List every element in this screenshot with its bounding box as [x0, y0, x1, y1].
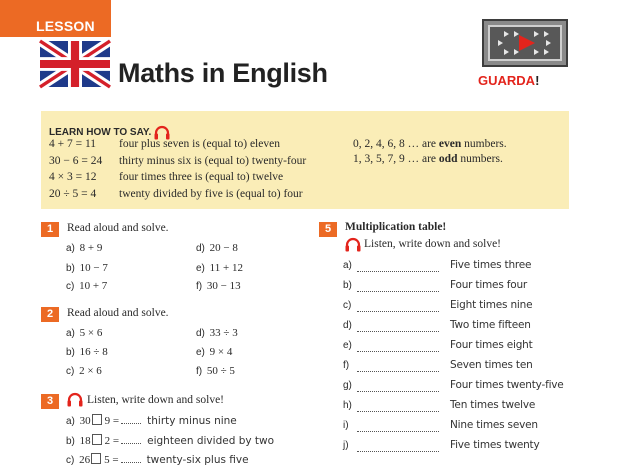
lesson-label: LESSON: [36, 18, 95, 34]
item-expression: 30 − 13: [206, 280, 241, 292]
item-label: a): [66, 416, 75, 427]
even-word: even: [438, 138, 462, 150]
video-label[interactable]: [478, 73, 539, 88]
exercise-item: [66, 327, 102, 339]
answer-blank[interactable]: [357, 411, 439, 412]
answer-blank[interactable]: [357, 451, 439, 452]
mt-item-text: Nine times seven: [450, 419, 538, 431]
answer-blank[interactable]: [357, 331, 439, 332]
exercise-number-badge: 3: [41, 394, 59, 409]
item-expression: 20 − 8: [209, 242, 238, 254]
item-expression: 10 − 7: [79, 262, 108, 274]
item-expression: 33 ÷ 3: [209, 327, 238, 339]
mt-item-label: i): [343, 420, 349, 431]
lesson-tab: [0, 0, 111, 37]
odd-prefix: 1, 3, 5, 7, 9 … are: [353, 153, 437, 165]
play-icon: [490, 27, 560, 59]
learn-phrase: thirty minus six is (equal to) twenty-four: [119, 155, 307, 167]
exercise-item: [66, 434, 274, 447]
odd-suffix: numbers.: [460, 153, 503, 165]
item-expression: 2 × 6: [79, 365, 102, 377]
learn-how-to-say-box: [41, 111, 569, 209]
item-label: e): [196, 263, 205, 274]
learn-phrase: twenty divided by five is (equal to) four: [119, 188, 303, 200]
operator-box[interactable]: [92, 434, 102, 445]
exercise-item: [196, 242, 238, 254]
item-number: 18: [79, 435, 91, 447]
exercise-number-badge: 5: [319, 222, 337, 237]
item-number: 26: [79, 454, 91, 466]
exercise-item: [66, 365, 102, 377]
operator-box[interactable]: [91, 453, 101, 464]
item-number: 30: [79, 415, 91, 427]
exercise-item: [66, 414, 237, 427]
item-label: a): [66, 243, 75, 254]
item-handwriting: eighteen divided by two: [147, 435, 275, 447]
item-label: c): [66, 366, 75, 377]
mt-item-text: Two time fifteen: [450, 319, 531, 331]
mt-item-text: Five times twenty: [450, 439, 540, 451]
answer-blank[interactable]: [357, 291, 439, 292]
exercise-item: [196, 280, 241, 292]
mt-item-label: c): [343, 300, 352, 311]
video-label-bang: !: [535, 73, 540, 88]
mt-item-label: h): [343, 400, 352, 411]
item-label: c): [66, 455, 75, 466]
item-rhs: 5 =: [104, 454, 119, 466]
mt-item-text: Five times three: [450, 259, 532, 271]
item-label: d): [196, 243, 205, 254]
even-suffix: numbers.: [464, 138, 507, 150]
item-label: f): [196, 366, 203, 377]
mt-item-text: Seven times ten: [450, 359, 533, 371]
item-expression: 16 ÷ 8: [79, 346, 108, 358]
exercise-item: [66, 242, 102, 254]
headphones-icon[interactable]: [345, 237, 361, 252]
mt-item-label: e): [343, 340, 352, 351]
learn-row: [49, 171, 283, 183]
video-label-text: GUARDA: [478, 73, 536, 88]
exercise-item: [196, 346, 232, 358]
item-expression: 5 × 6: [79, 327, 103, 339]
item-handwriting: thirty minus nine: [147, 415, 237, 427]
answer-blank[interactable]: [121, 462, 141, 463]
exercise-item: [66, 453, 249, 466]
exercise-number-badge: 2: [41, 307, 59, 322]
item-expression: 11 + 12: [209, 262, 243, 274]
learn-equation: 20 ÷ 5 = 4: [49, 188, 97, 200]
item-expression: 9 × 4: [209, 346, 233, 358]
page-title: Maths in English: [118, 58, 328, 88]
mt-item-text: Eight times nine: [450, 299, 533, 311]
exercise-item: [66, 262, 108, 274]
answer-blank[interactable]: [357, 431, 439, 432]
learn-equation: 4 + 7 = 11: [49, 138, 97, 150]
learn-phrase: four times three is (equal to) twelve: [119, 171, 284, 183]
exercise-item: [196, 327, 238, 339]
mt-item-label: a): [343, 260, 352, 271]
learn-row: [49, 138, 280, 150]
even-prefix: 0, 2, 4, 6, 8 … are: [353, 138, 437, 150]
exercise-item: [66, 280, 107, 292]
item-label: a): [66, 328, 75, 339]
item-label: c): [66, 281, 75, 292]
headphones-icon[interactable]: [67, 392, 83, 407]
exercise-instruction: Read aloud and solve.: [67, 222, 169, 234]
item-label: b): [66, 347, 75, 358]
even-numbers-line: [353, 138, 507, 150]
exercise-number-badge: 1: [41, 222, 59, 237]
mt-item-text: Four times twenty-five: [450, 379, 564, 391]
item-rhs: 2 =: [104, 435, 120, 447]
item-rhs: 9 =: [104, 415, 120, 427]
mt-item-text: Four times eight: [450, 339, 533, 351]
item-label: b): [66, 263, 75, 274]
answer-blank[interactable]: [357, 391, 439, 392]
mt-item-label: d): [343, 320, 352, 331]
exercise-title: Multiplication table!: [345, 221, 447, 233]
exercise-instruction: Listen, write down and solve!: [87, 394, 225, 406]
video-button[interactable]: [482, 19, 568, 67]
answer-blank[interactable]: [357, 271, 439, 272]
operator-box[interactable]: [92, 414, 102, 425]
mt-item-label: f): [343, 360, 350, 371]
video-thumbnail: [488, 25, 562, 61]
answer-blank[interactable]: [357, 371, 439, 372]
item-expression: 50 ÷ 5: [206, 365, 235, 377]
answer-blank[interactable]: [357, 311, 439, 312]
mt-item-text: Four times four: [450, 279, 528, 291]
mt-item-label: j): [343, 440, 349, 451]
item-label: d): [196, 328, 205, 339]
exercise-instruction: Read aloud and solve.: [67, 307, 169, 319]
learn-row: [49, 155, 306, 167]
exercise-item: [196, 365, 235, 377]
learn-equation: 4 × 3 = 12: [49, 171, 97, 183]
mt-item-label: g): [343, 380, 352, 391]
item-expression: 10 + 7: [79, 280, 108, 292]
exercise-item: [66, 346, 108, 358]
answer-blank[interactable]: [121, 443, 141, 444]
odd-word: odd: [438, 153, 458, 165]
item-handwriting: twenty-six plus five: [146, 454, 249, 466]
item-label: f): [196, 281, 203, 292]
item-expression: 8 + 9: [79, 242, 103, 254]
exercise-instruction: Listen, write down and solve!: [364, 238, 502, 250]
exercise-item: [196, 262, 243, 274]
mt-item-text: Ten times twelve: [450, 399, 536, 411]
learn-row: [49, 188, 303, 200]
answer-blank[interactable]: [121, 423, 141, 424]
answer-blank[interactable]: [357, 351, 439, 352]
learn-equation: 30 − 6 = 24: [49, 155, 103, 167]
learn-heading-text: LEARN HOW TO SAY.: [49, 127, 152, 139]
item-label: e): [196, 347, 205, 358]
odd-numbers-line: [353, 153, 503, 165]
uk-flag-icon: [40, 41, 110, 87]
item-label: b): [66, 436, 75, 447]
mt-item-label: b): [343, 280, 352, 291]
learn-phrase: four plus seven is (equal to) eleven: [119, 138, 280, 150]
